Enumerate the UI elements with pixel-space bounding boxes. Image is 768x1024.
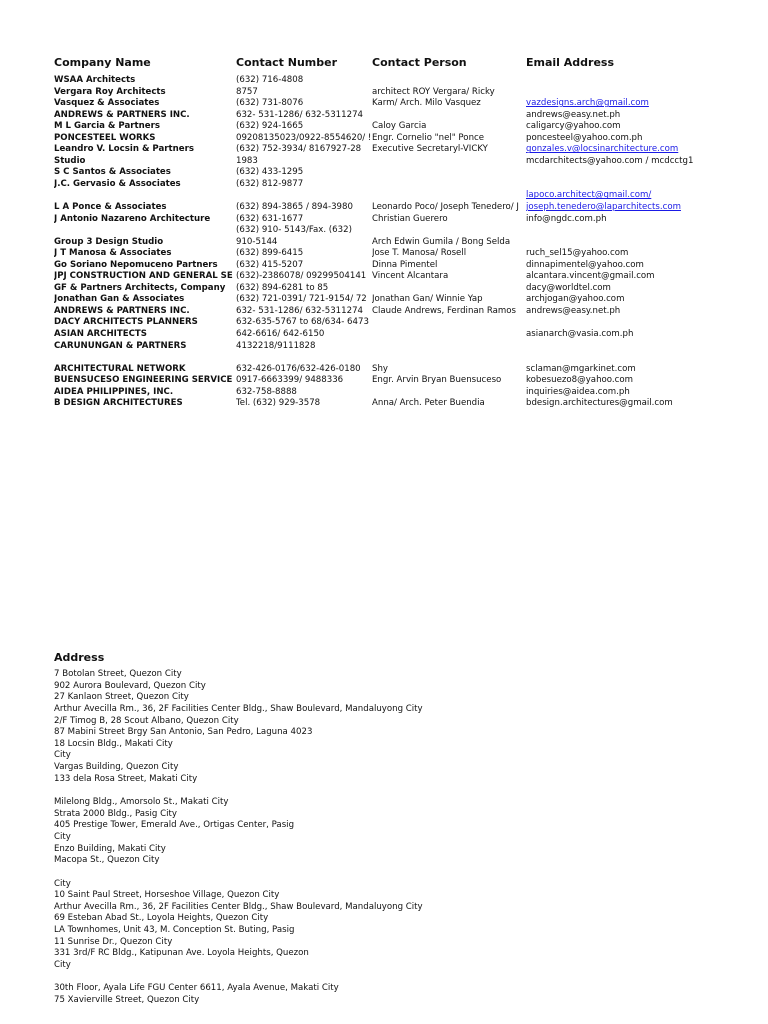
contact-number-cell: 4132218/9111828: [236, 340, 316, 351]
contact-number-cell: 632- 531-1286/ 632-5311274: [236, 305, 364, 316]
contact-number-cell: (632) 899-6415: [236, 248, 304, 259]
contact-number-cell: Tel. (632) 929-3578: [236, 398, 321, 409]
company-name-cell: JPJ CONSTRUCTION AND GENERAL SE: [54, 271, 233, 282]
address-line: 27 Kanlaon Street, Quezon City: [54, 692, 189, 703]
address-line: Enzo Building, Makati City: [54, 843, 166, 854]
address-line: 75 Xavierville Street, Quezon City: [54, 994, 200, 1005]
email-cell: kobesuezo8@yahoo.com: [526, 375, 633, 386]
contact-number-cell: (632)-2386078/ 09299504141: [236, 271, 367, 282]
table-row: [54, 214, 768, 226]
contact-person-cell: Engr. Arvin Bryan Buensuceso: [372, 375, 502, 386]
table-row: [54, 283, 768, 295]
table-row: [54, 121, 768, 133]
address-line: Macopa St., Quezon City: [54, 855, 160, 866]
address-line: 7 Botolan Street, Quezon City: [54, 669, 182, 679]
contact-number-cell: 632- 531-1286/ 632-5311274: [236, 109, 364, 120]
company-name-cell: J.C. Gervasio & Associates: [54, 178, 181, 189]
email-cell: caligarcy@yahoo.com: [526, 121, 621, 132]
contact-number-cell: (632) 415-5207: [236, 259, 304, 270]
address-line: 30th Floor, Ayala Life FGU Center 6611, Ayala Avenue, Makati City: [54, 983, 339, 994]
company-name-cell: ANDREWS & PARTNERS INC.: [54, 109, 190, 120]
address-line: 902 Aurora Boulevard, Quezon City: [54, 680, 206, 691]
company-name-cell: Studio: [54, 155, 86, 166]
contact-person-cell: Claude Andrews, Ferdinan Ramos: [372, 305, 516, 316]
header-contact-person: Contact Person: [372, 56, 467, 69]
contact-person-cell: Karm/ Arch. Milo Vasquez: [372, 98, 481, 109]
contact-person-cell: Jonathan Gan/ Winnie Yap: [372, 294, 483, 305]
table-row: [54, 317, 768, 329]
table-row: [54, 329, 768, 341]
contact-person-cell: Engr. Cornelio "nel" Ponce: [372, 132, 485, 143]
table-row: [54, 294, 768, 306]
contact-person-cell: Shy: [372, 363, 388, 374]
contact-person-cell: Christian Guerero: [372, 213, 448, 224]
company-name-cell: CARUNUNGAN & PARTNERS: [54, 340, 187, 351]
contact-number-cell: (632) 716-4808: [236, 75, 304, 85]
email-cell: andrews@easy.net.ph: [526, 109, 621, 120]
company-name-cell: DACY ARCHITECTS PLANNERS: [54, 317, 198, 328]
company-name-cell: Vasquez & Associates: [54, 98, 160, 109]
contact-person-cell: Jose T. Manosa/ Rosell: [372, 248, 467, 259]
address-line: [54, 867, 754, 879]
company-name-cell: BUENSUCESO ENGINEERING SERVICE: [54, 375, 233, 386]
company-name-cell: M L Garcia & Partners: [54, 121, 160, 132]
company-name-cell: Leandro V. Locsin & Partners: [54, 144, 194, 155]
email-cell: dinnapimentel@yahoo.com: [526, 259, 644, 270]
email-cell[interactable]: gonzales.v@locsinarchitecture.com: [526, 144, 679, 155]
table-row: [54, 306, 768, 318]
contact-number-cell: (632) 731-8076: [236, 98, 304, 109]
contact-number-cell: 8757: [236, 86, 258, 97]
contact-person-cell: Arch Edwin Gumila / Bong Selda: [372, 236, 511, 247]
contact-number-cell: (632) 631-1677: [236, 213, 304, 224]
contact-person-cell: Vincent Alcantara: [372, 271, 449, 282]
company-name-cell: Jonathan Gan & Associates: [54, 294, 185, 305]
table-row: [54, 237, 768, 249]
table-row: [54, 364, 768, 376]
address-line: LA Townhomes, Unit 43, M. Conception St. Buting, Pasig: [54, 925, 295, 936]
address-line: City: [54, 750, 71, 761]
email-cell: archjogan@yahoo.com: [526, 294, 625, 305]
table-row: [54, 225, 768, 237]
email-cell: info@ngdc.com.ph: [526, 213, 607, 224]
address-line: Vargas Building, Quezon City: [54, 762, 179, 773]
email-cell: mcdarchitects@yahoo.com / mcdcctg1: [526, 155, 694, 166]
address-line: City: [54, 960, 71, 971]
table-row: [54, 133, 768, 145]
email-cell: dacy@worldtel.com: [526, 282, 611, 293]
table-row: [54, 375, 768, 387]
email-cell[interactable]: joseph.tenedero@laparchitects.com: [526, 202, 681, 213]
address-line: 87 Mabini Street Brgy San Antonio, San Pedro, Laguna 4023: [54, 727, 313, 738]
table-row: [54, 271, 768, 283]
contact-person-cell: Executive Secretaryl-VICKY: [372, 144, 488, 155]
table-row: [54, 144, 768, 156]
table-row: [54, 110, 768, 122]
contact-person-cell: Dinna Pimentel: [372, 259, 438, 270]
contact-number-cell: 632-635-5767 to 68/634- 6473: [236, 317, 369, 328]
contact-number-cell: 910-5144: [236, 236, 278, 247]
company-name-cell: Group 3 Design Studio: [54, 236, 164, 247]
address-line: [54, 785, 754, 797]
address-line: [54, 972, 754, 984]
address-line: 69 Esteban Abad St., Loyola Heights, Quezon City: [54, 913, 269, 924]
address-line: City: [54, 831, 71, 842]
address-line: 2/F Timog B, 28 Scout Albano, Quezon City: [54, 715, 239, 726]
contact-person-cell: Anna/ Arch. Peter Buendia: [372, 398, 485, 409]
contact-number-cell: (632) 721-0391/ 721-9154/ 72: [236, 294, 367, 305]
contact-number-cell: 09208135023/0922-8554620/ !: [236, 132, 371, 143]
contact-number-cell: (632) 894-3865 / 894-3980: [236, 202, 353, 213]
contact-person-cell: Caloy Garcia: [372, 121, 427, 132]
address-line: Strata 2000 Bldg., Pasig City: [54, 808, 177, 819]
email-cell: sclaman@mgarkinet.com: [526, 363, 636, 374]
table-row: [54, 98, 768, 110]
email-cell: bdesign.architectures@gmail.com: [526, 398, 673, 409]
table-row: [54, 248, 768, 260]
email-cell[interactable]: vazdesigns.arch@gmail.com: [526, 98, 649, 109]
table-row: [54, 167, 768, 179]
contact-number-cell: (632) 812-9877: [236, 178, 304, 189]
company-name-cell: B DESIGN ARCHITECTURES: [54, 398, 183, 409]
contact-number-cell: (632) 924-1665: [236, 121, 304, 132]
company-name-cell: L A Ponce & Associates: [54, 202, 167, 213]
company-name-cell: PONCESTEEL WORKS: [54, 132, 156, 143]
company-name-cell: GF & Partners Architects, Company: [54, 282, 226, 293]
contact-number-cell: 632-426-0176/632-426-0180: [236, 363, 361, 374]
contact-person-cell: architect ROY Vergara/ Ricky: [372, 86, 495, 97]
company-name-cell: J Antonio Nazareno Architecture: [54, 213, 211, 224]
company-name-cell: S C Santos & Associates: [54, 167, 171, 178]
company-name-cell: AIDEA PHILIPPINES, INC.: [54, 386, 174, 397]
table-row: [54, 387, 768, 399]
company-name-cell: Vergara Roy Architects: [54, 86, 166, 97]
contact-person-cell: Leonardo Poco/ Joseph Tenedero/ J: [372, 202, 519, 213]
table-row: [54, 398, 768, 410]
address-line: 10 Saint Paul Street, Horseshoe Village, Quezon City: [54, 890, 280, 901]
address-list: [54, 669, 754, 1007]
email-cell: inquiries@aidea.com.ph: [526, 386, 630, 397]
address-line: 11 Sunrise Dr., Quezon City: [54, 936, 173, 947]
email-cell: andrews@easy.net.ph: [526, 305, 621, 316]
contact-number-cell: (632) 752-3934/ 8167927-28: [236, 144, 362, 155]
table-row: [54, 341, 768, 353]
address-line: Milelong Bldg., Amorsolo St., Makati City: [54, 797, 229, 808]
address-line: 133 dela Rosa Street, Makati City: [54, 773, 198, 784]
email-cell: ruch_sel15@yahoo.com: [526, 248, 629, 259]
address-line: Arthur Avecilla Rm., 36, 2F Facilities Center Bldg., Shaw Boulevard, Mandaluyong City: [54, 901, 423, 912]
address-heading: Address: [54, 651, 105, 664]
company-name-cell: WSAA Architects: [54, 75, 136, 85]
company-name-cell: J T Manosa & Associates: [54, 248, 172, 259]
header-contact-number: Contact Number: [236, 56, 338, 69]
table-row: [54, 87, 768, 99]
company-name-cell: ANDREWS & PARTNERS INC.: [54, 305, 190, 316]
email-cell: poncesteel@yahoo.com.ph: [526, 132, 643, 143]
email-cell: alcantara.vincent@gmail.com: [526, 271, 655, 282]
contact-number-cell: (632) 910- 5143/Fax. (632): [236, 225, 352, 236]
table-row: [54, 190, 768, 202]
address-line: City: [54, 878, 71, 889]
contact-number-cell: (632) 433-1295: [236, 167, 304, 178]
contact-number-cell: 632-758-8888: [236, 386, 297, 397]
contact-number-cell: 0917-6663399/ 9488336: [236, 375, 344, 386]
table-row: [54, 202, 768, 214]
header-company-name: Company Name: [54, 56, 151, 69]
contact-number-cell: 642-6616/ 642-6150: [236, 329, 325, 340]
company-name-cell: ARCHITECTURAL NETWORK: [54, 363, 186, 374]
address-line: 331 3rd/F RC Bldg., Katipunan Ave. Loyola Heights, Quezon: [54, 948, 309, 959]
contact-number-cell: 1983: [236, 155, 258, 166]
address-line: Arthur Avecilla Rm., 36, 2F Facilities Center Bldg., Shaw Boulevard, Mandaluyong City: [54, 703, 423, 714]
contact-number-cell: (632) 894-6281 to 85: [236, 282, 329, 293]
table-row: [54, 260, 768, 272]
table-row: [54, 75, 768, 87]
company-name-cell: ASIAN ARCHITECTS: [54, 329, 147, 340]
table-row: [54, 179, 768, 191]
company-table: [54, 75, 768, 410]
company-name-cell: Go Soriano Nepomuceno Partners: [54, 259, 218, 270]
table-row: [54, 156, 768, 168]
table-row: [54, 352, 768, 364]
email-cell: asianarch@vasia.com.ph: [526, 329, 634, 340]
address-line: 18 Locsin Bldg., Makati City: [54, 738, 173, 749]
header-email-address: Email Address: [526, 56, 615, 69]
address-line: 405 Prestige Tower, Emerald Ave., Ortigas Center, Pasig: [54, 820, 295, 831]
email-cell[interactable]: lapoco.architect@gmail.com/: [526, 190, 652, 201]
